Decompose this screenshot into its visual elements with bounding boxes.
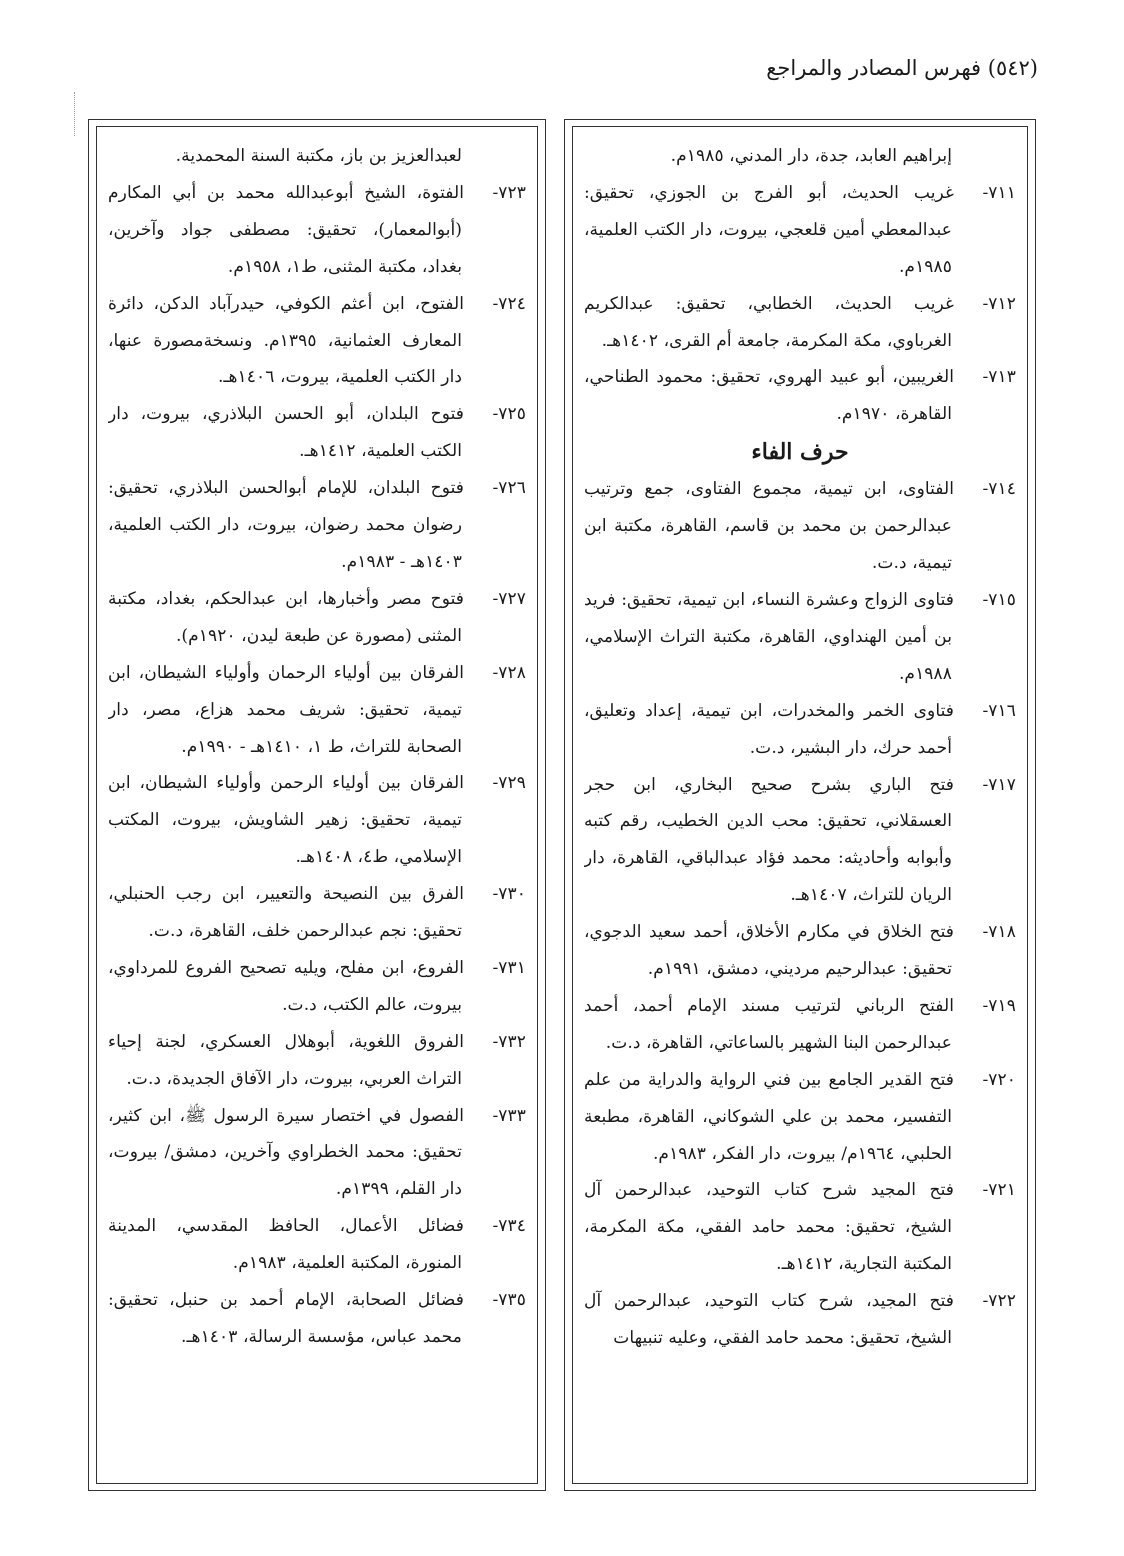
entry-text: الغريبين، أبو عبيد الهروي، تحقيق: محمود الطناحي، القاهرة، ١٩٧٠م. bbox=[584, 367, 954, 425]
entry-text: الفرقان بين أولياء الرحمان وأولياء الشيطان، ابن تيمية، تحقيق: شريف محمد هزاع، مصر، دار الصحابة للتراث، ط ١، ١٤١٠هـ - ١٩٩٠م. bbox=[108, 662, 464, 757]
entry-text: فتوح البلدان، للإمام أبوالحسن البلاذري، تحقيق: رضوان محمد رضوان، بيروت، دار الكتب العلمية، ١٤٠٣هـ - ١٩٨٣م. bbox=[108, 478, 464, 572]
reference-entry bbox=[108, 1208, 526, 1282]
entry-text: الفصول في اختصار سيرة الرسول ﷺ، ابن كثير، تحقيق: محمد الخطراوي وآخرين، دمشق/ بيروت، دار القلم، ١٣٩٩م. bbox=[108, 1105, 464, 1200]
entry-text: الفتاوى، ابن تيمية، مجموع الفتاوى، جمع وترتيب عبدالرحمن بن محمد بن قاسم، القاهرة، مكتبة ابن تيمية، د.ت. bbox=[584, 479, 954, 574]
entry-number: ٧١٥- bbox=[982, 589, 1016, 610]
entry-number: ٧٢٢- bbox=[982, 1291, 1016, 1312]
entry-number: ٧٢٧- bbox=[492, 588, 526, 609]
continuation-text: إبراهيم العابد، جدة، دار المدني، ١٩٨٥م. bbox=[670, 146, 952, 166]
reference-entry bbox=[584, 1062, 1016, 1173]
entry-number: ٧٣٥- bbox=[492, 1290, 526, 1311]
reference-entry bbox=[584, 582, 1016, 693]
reference-entry bbox=[108, 765, 526, 876]
reference-entry bbox=[584, 767, 1016, 915]
reference-entry bbox=[584, 175, 1016, 286]
entry-text: فضائل الأعمال، الحافظ المقدسي، المدينة المنورة، المكتبة العلمية، ١٩٨٣م. bbox=[108, 1216, 464, 1274]
reference-entry bbox=[108, 1024, 526, 1098]
entry-text: غريب الحديث، الخطابي، تحقيق: عبدالكريم الغرباوي، مكة المكرمة، جامعة أم القرى، ١٤٠٢هـ. bbox=[584, 293, 954, 351]
entry-text: فتح القدير الجامع بين فني الرواية والدراية من علم التفسير، محمد بن علي الشوكاني، القاهرة، مطبعة الحلبي، ١٩٦٤م/ بيروت، دار الفكر، ١٩٨٣م. bbox=[584, 1069, 954, 1164]
entry-number: ٧١٤- bbox=[982, 479, 1016, 500]
reference-entry bbox=[108, 470, 526, 581]
entry-number: ٧٢٣- bbox=[492, 182, 526, 203]
entry-number: ٧١٩- bbox=[982, 995, 1016, 1016]
entry-text: فتوح البلدان، أبو الحسن البلاذري، بيروت، دار الكتب العلمية، ١٤١٢هـ. bbox=[108, 404, 464, 462]
entry-text: الفرق بين النصيحة والتعيير، ابن رجب الحنبلي، تحقيق: نجم عبدالرحمن خلف، القاهرة، د.ت. bbox=[108, 884, 464, 942]
entry-text: فتح الخلاق في مكارم الأخلاق، أحمد سعيد الدجوي، تحقيق: عبدالرحيم مرديني، دمشق، ١٩٩١م. bbox=[584, 922, 954, 980]
entry-number: ٧٣١- bbox=[492, 957, 526, 978]
entry-number: ٧١٦- bbox=[982, 700, 1016, 721]
entry-number: ٧٢٨- bbox=[492, 662, 526, 683]
entry-text: فتح المجيد، شرح كتاب التوحيد، عبدالرحمن آل الشيخ، تحقيق: محمد حامد الفقي، وعليه تنبيهات bbox=[584, 1291, 954, 1349]
reference-entry bbox=[108, 876, 526, 950]
entry-text: فتاوى الخمر والمخدرات، ابن تيمية، إعداد وتعليق، أحمد حرك، دار البشير، د.ت. bbox=[584, 700, 954, 758]
entry-number: ٧٢٠- bbox=[982, 1069, 1016, 1090]
entry-text: فتاوى الزواج وعشرة النساء، ابن تيمية، تحقيق: فريد بن أمين الهنداوي، القاهرة، مكتبة التراث الإسلامي، ١٩٨٨م. bbox=[584, 589, 954, 684]
section-title: حرف الفاء bbox=[751, 439, 849, 466]
entry-number: ٧٣٠- bbox=[492, 884, 526, 905]
reference-entry bbox=[108, 581, 526, 655]
reference-entry bbox=[108, 1282, 526, 1356]
reference-entry bbox=[108, 286, 526, 397]
entry-text: فضائل الصحابة، الإمام أحمد بن حنبل، تحقيق: محمد عباس، مؤسسة الرسالة، ١٤٠٣هـ. bbox=[108, 1290, 464, 1347]
left-column bbox=[108, 138, 526, 1476]
reference-entry bbox=[584, 1172, 1016, 1283]
entry-number: ٧٢١- bbox=[982, 1180, 1016, 1201]
entry-text: الفتوة، الشيخ أبوعبدالله محمد بن أبي المكارم (أبوالمعمار)، تحقيق: مصطفى جواد وآخرين، بغداد، مكتبة المثنى، ط١، ١٩٥٨م. bbox=[108, 182, 464, 277]
entry-number: ٧٢٥- bbox=[492, 404, 526, 425]
entry-number: ٧١٧- bbox=[982, 774, 1016, 795]
entry-number: ٧١٢- bbox=[982, 293, 1016, 314]
reference-entry bbox=[108, 950, 526, 1024]
continuation-text: لعبدالعزيز بن باز، مكتبة السنة المحمدية. bbox=[175, 146, 462, 166]
reference-entry bbox=[584, 471, 1016, 582]
reference-entry bbox=[584, 286, 1016, 360]
entry-text: غريب الحديث، أبو الفرج بن الجوزي، تحقيق: عبدالمعطي أمين قلعجي، بيروت، دار الكتب العلمية، ١٩٨٥م. bbox=[584, 182, 954, 277]
entry-text: الفروق اللغوية، أبوهلال العسكري، لجنة إحياء التراث العربي، بيروت، دار الآفاق الجديدة، د.ت. bbox=[108, 1031, 464, 1089]
entry-number: ٧٢٦- bbox=[492, 478, 526, 499]
entry-text: الفتح الرباني لترتيب مسند الإمام أحمد، أحمد عبدالرحمن البنا الشهير بالساعاتي، القاهرة، د.ت. bbox=[584, 995, 954, 1053]
margin-rule bbox=[74, 92, 75, 136]
entry-text: فتح المجيد شرح كتاب التوحيد، عبدالرحمن آل الشيخ، تحقيق: محمد حامد الفقي، مكة المكرمة، المكتبة التجارية، ١٤١٢هـ. bbox=[584, 1180, 954, 1275]
entry-number: ٧١١- bbox=[982, 182, 1016, 203]
reference-entry bbox=[584, 988, 1016, 1062]
entry-number: ٧٢٤- bbox=[492, 293, 526, 314]
entry-text: الفتوح، ابن أعثم الكوفي، حيدرآباد الدكن، دائرة المعارف العثمانية، ١٣٩٥م. ونسخةمصورة عنها، دار الكتب العلمية، بيروت، ١٤٠٦هـ. bbox=[108, 293, 464, 388]
reference-entry bbox=[584, 914, 1016, 988]
reference-entry bbox=[108, 1098, 526, 1209]
reference-entry bbox=[108, 396, 526, 470]
entry-number: ٧٣٢- bbox=[492, 1031, 526, 1052]
entry-number: ٧٢٩- bbox=[492, 773, 526, 794]
reference-entry bbox=[584, 1283, 1016, 1357]
reference-entry bbox=[108, 175, 526, 286]
entry-text: فتح الباري بشرح صحيح البخاري، ابن حجر العسقلاني، تحقيق: محب الدين الخطيب، رقم كتبه وأبوابه وأحاديثه: محمد فؤاد عبدالباقي، القاهرة، دار الريان للتراث، ١٤٠٧هـ. bbox=[584, 774, 954, 906]
reference-entry bbox=[584, 693, 1016, 767]
page-header: (٥٤٢) فهرس المصادر والمراجع bbox=[766, 56, 1038, 80]
entry-number: ٧١٨- bbox=[982, 922, 1016, 943]
entry-number: ٧٣٣- bbox=[492, 1105, 526, 1126]
reference-entry bbox=[108, 655, 526, 766]
right-column bbox=[584, 138, 1016, 1476]
entry-number: ٧٣٤- bbox=[492, 1216, 526, 1237]
entry-number: ٧١٣- bbox=[982, 367, 1016, 388]
reference-entry bbox=[584, 359, 1016, 433]
entry-text: الفروع، ابن مفلح، ويليه تصحيح الفروع للمرداوي، بيروت، عالم الكتب، د.ت. bbox=[108, 957, 464, 1015]
entry-text: فتوح مصر وأخبارها، ابن عبدالحكم، بغداد، مكتبة المثنى (مصورة عن طبعة ليدن، ١٩٢٠م). bbox=[108, 588, 464, 646]
entry-text: الفرقان بين أولياء الرحمن وأولياء الشيطان، ابن تيمية، تحقيق: زهير الشاويش، بيروت، المكتب الإسلامي، ط٤، ١٤٠٨هـ. bbox=[108, 773, 464, 868]
